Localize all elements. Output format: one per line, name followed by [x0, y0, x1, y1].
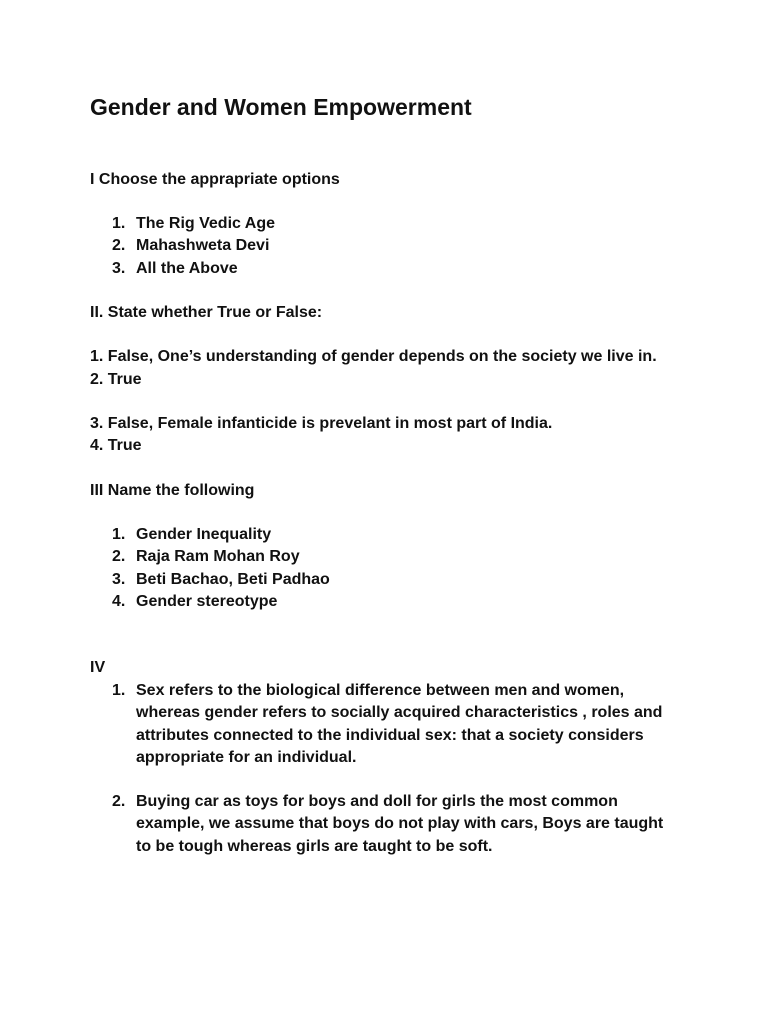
list-number: 2.: [112, 237, 126, 255]
list-item-text: The Rig Vedic Age: [136, 215, 275, 232]
list-item: [90, 569, 330, 591]
document-title: Gender and Women Empowerment: [90, 94, 472, 120]
list-number: 4.: [112, 593, 126, 611]
list-item: [90, 591, 330, 613]
section-4-item-2: [90, 791, 690, 858]
list-item: [90, 258, 275, 280]
list-number: 3.: [112, 259, 126, 277]
list-item: [90, 546, 330, 568]
list-number: 2.: [112, 548, 126, 566]
section-3-heading: III Name the following: [90, 482, 255, 499]
list-number: 2.: [112, 793, 126, 810]
list-item: [90, 213, 275, 235]
section-1-heading: I Choose the apprapriate options: [90, 171, 340, 188]
list-number: 1.: [112, 215, 126, 232]
list-item-text: Gender stereotype: [136, 593, 278, 611]
section-4-item-1: [90, 680, 690, 770]
list-item-text: Raja Ram Mohan Roy: [136, 548, 300, 566]
true-false-answer-4: 4. True: [90, 437, 142, 454]
list-item-text: All the Above: [136, 259, 238, 277]
section-2-heading: II. State whether True or False:: [90, 304, 323, 321]
section-4-heading: IV: [90, 659, 106, 676]
list-number: 3.: [112, 570, 126, 588]
paragraph-text: Buying car as toys for boys and doll for girls the most common example, we assume that boys do not play with cars, Boys are taught to be tough whereas girls are taught to be soft.: [136, 793, 664, 855]
list-item-text: Mahashweta Devi: [136, 237, 270, 255]
list-item: [90, 524, 330, 546]
list-item-text: Beti Bachao, Beti Padhao: [136, 570, 330, 588]
list-number: 1.: [112, 682, 126, 699]
true-false-answer-1: 1. False, One’s understanding of gender depends on the society we live in.: [90, 348, 657, 365]
section-3-list: [90, 524, 330, 614]
true-false-answer-3: 3. False, Female infanticide is prevelant in most part of India.: [90, 415, 553, 432]
true-false-answer-2: 2. True: [90, 371, 142, 388]
list-number: 1.: [112, 526, 126, 543]
list-item-text: Gender Inequality: [136, 526, 272, 543]
section-1-list: [90, 213, 275, 280]
list-item: [90, 235, 275, 257]
paragraph-text: Sex refers to the biological difference between men and women, whereas gender refers to socially acquired characteristics , roles and attributes connected to the individual sex: that a society considers appropriate for an individual.: [136, 682, 663, 767]
